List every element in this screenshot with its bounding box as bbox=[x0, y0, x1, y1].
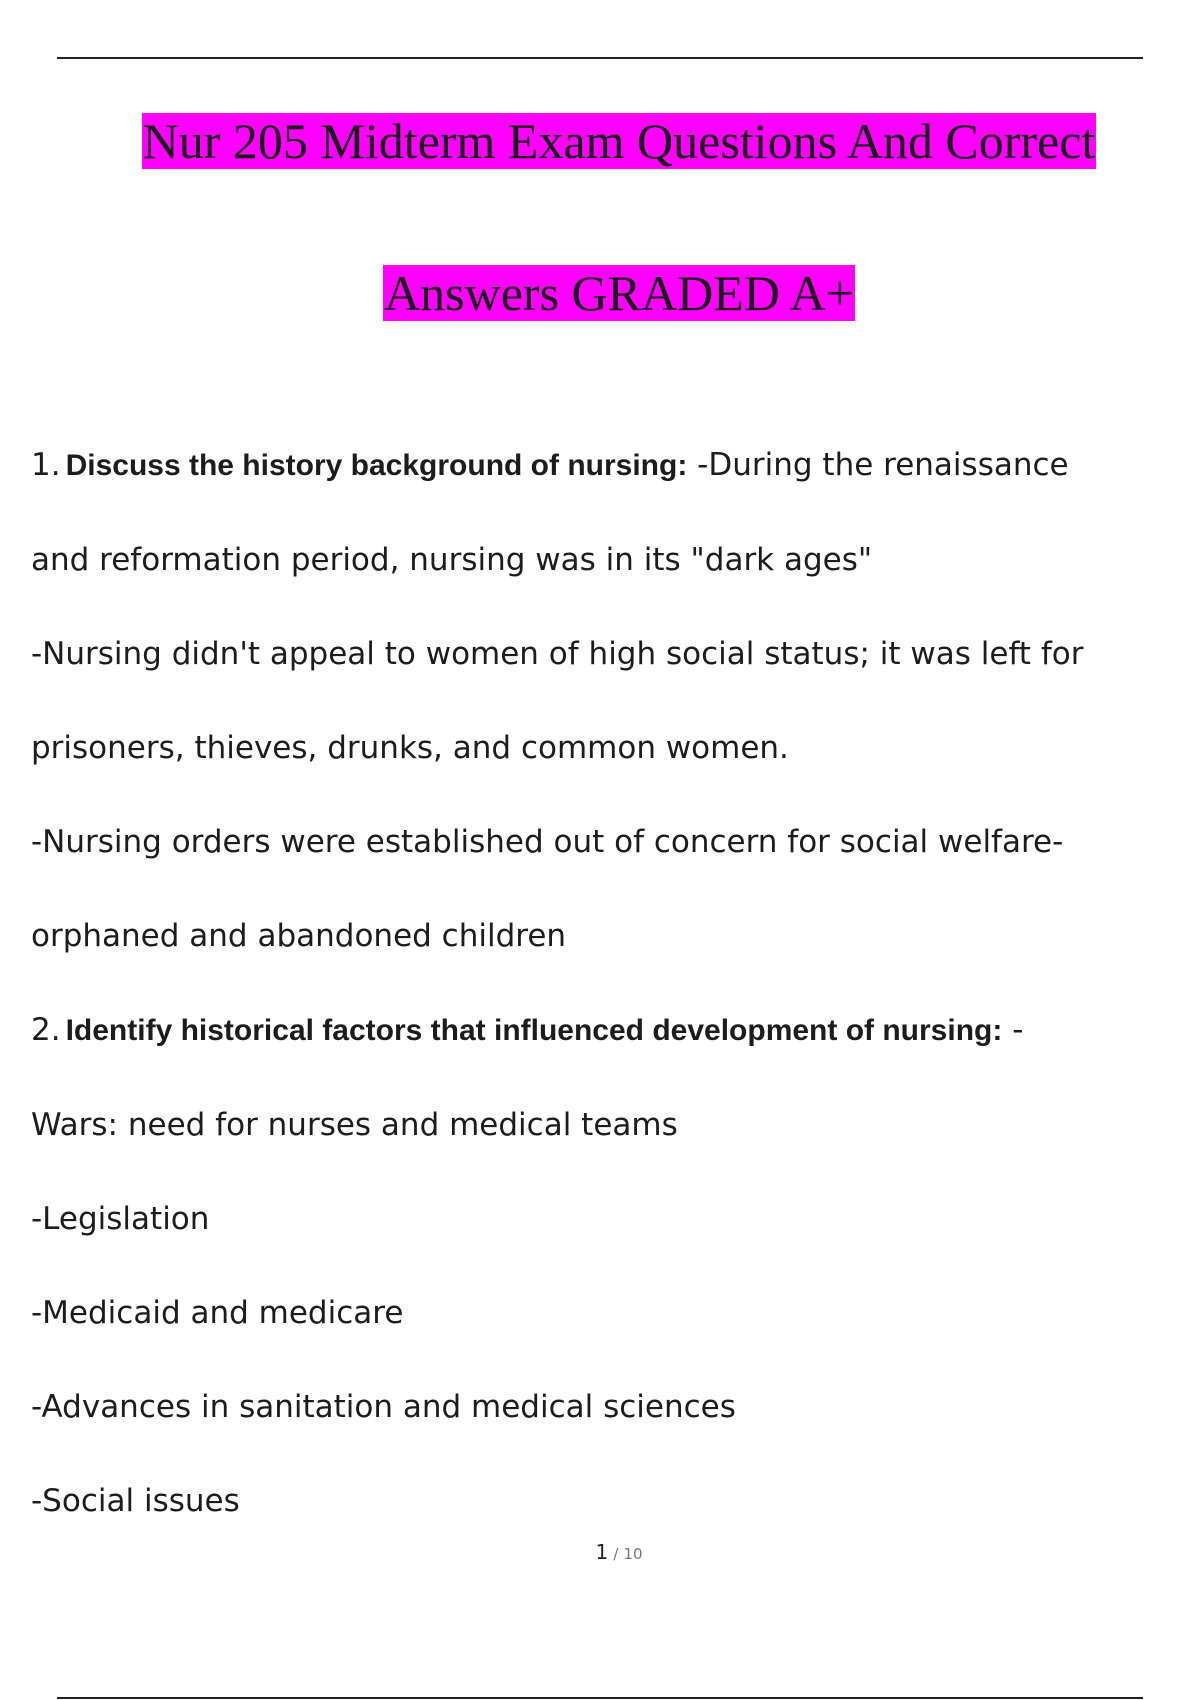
document-title-line-1 bbox=[0, 110, 1200, 172]
answer-line: -Nursing orders were established out of concern for social welfare- bbox=[31, 824, 1064, 860]
answer-line: Wars: need for nurses and medical teams bbox=[31, 1107, 678, 1143]
question-number: 1. bbox=[31, 447, 61, 483]
page-separator: / bbox=[613, 1545, 619, 1563]
answer-line: prisoners, thieves, drunks, and common women. bbox=[31, 730, 789, 766]
question-heading: Discuss the history background of nursing: bbox=[65, 449, 688, 482]
title-highlight: Answers GRADED A+ bbox=[384, 265, 854, 321]
page-number bbox=[0, 1540, 1200, 1564]
answer-line: -Advances in sanitation and medical sciences bbox=[31, 1389, 736, 1425]
answer-text: - bbox=[1002, 1012, 1024, 1048]
answer-line: -Legislation bbox=[31, 1201, 210, 1237]
question-2-line bbox=[31, 983, 1171, 1078]
document-body bbox=[31, 418, 1171, 1548]
answer-line: and reformation period, nursing was in its "dark ages" bbox=[31, 542, 873, 578]
question-heading: Identify historical factors that influenced development of nursing: bbox=[65, 1014, 1003, 1047]
question-number: 2. bbox=[31, 1012, 61, 1048]
title-highlight: Nur 205 Midterm Exam Questions And Correct bbox=[142, 113, 1096, 169]
answer-text: -During the renaissance bbox=[687, 447, 1069, 483]
answer-line: -Medicaid and medicare bbox=[31, 1295, 404, 1331]
document-title-line-2 bbox=[0, 262, 1200, 324]
top-rule bbox=[57, 57, 1143, 59]
question-1-line bbox=[31, 418, 1171, 513]
answer-line: -Nursing didn't appeal to women of high social status; it was left for bbox=[31, 636, 1084, 672]
answer-line: -Social issues bbox=[31, 1483, 240, 1519]
total-pages: 10 bbox=[623, 1545, 643, 1563]
current-page: 1 bbox=[595, 1540, 609, 1564]
answer-line: orphaned and abandoned children bbox=[31, 918, 567, 954]
bottom-rule bbox=[57, 1697, 1143, 1699]
